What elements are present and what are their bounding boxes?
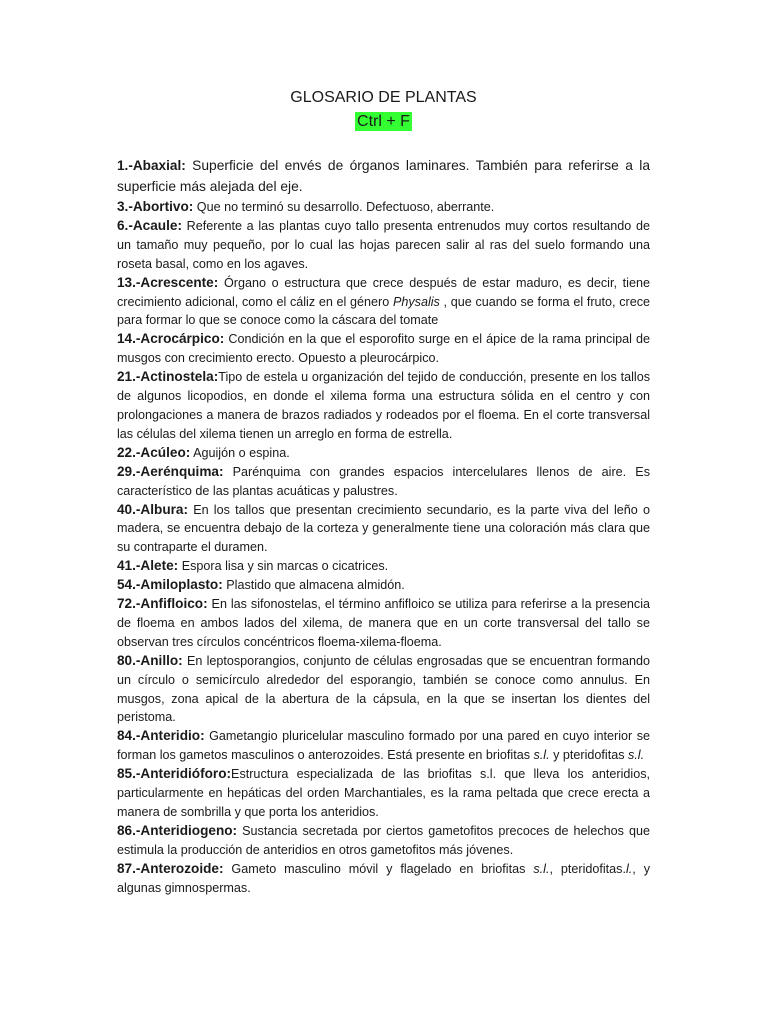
entry-definition: Estructura especializada de las briofitas s.l. que lleva los anteridios, particularmente en hepáticas del orden Marchantiales, es la rama peltada que crece erecta a manera de sombrilla y que porta los anteridios. xyxy=(117,767,650,819)
entry-italic: Physalis xyxy=(392,294,440,309)
entry-term: 41.-Alete: xyxy=(117,558,179,574)
entry-term: 1.-Abaxial: xyxy=(117,158,186,173)
entry-term: 72.-Anfifloico: xyxy=(117,596,208,612)
entry-term: 29.-Aerénquima: xyxy=(117,463,224,479)
glossary-entry xyxy=(117,595,650,652)
glossary-entries xyxy=(117,156,650,898)
entry-definition: , pteridofitas. xyxy=(549,861,626,876)
document-title: GLOSARIO DE PLANTAS xyxy=(290,89,477,106)
entry-definition: Tipo de estela u organización del tejido de conducción, presente en los tallos de algunos licopodios, en donde el xilema forma una estructura sólida en el centro y con prolongaciones a manera de brazos radiados y rodeados por el floema. En el corte transversal las células del xilema tienen un arreglo en forma de estrella. xyxy=(117,370,650,441)
glossary-entry xyxy=(117,860,650,898)
entry-term: 13.-Acrescente: xyxy=(117,274,219,290)
entry-term: 22.-Acúleo: xyxy=(117,444,191,460)
entry-italic: l. xyxy=(625,861,633,876)
entry-italic: s.l. xyxy=(533,861,550,876)
entry-definition: y pteridofitas xyxy=(549,748,629,763)
glossary-entry xyxy=(117,463,650,501)
glossary-entry xyxy=(117,576,650,595)
entry-term: 6.-Acaule: xyxy=(117,217,182,233)
entry-definition: Gametangio pluricelular masculino formado por una pared en cuyo interior se forman los gametos masculinos o anterozoides. Está presente en briofitas xyxy=(117,729,650,763)
subtitle-line xyxy=(117,111,650,133)
glossary-entry xyxy=(117,368,650,444)
entry-term: 87.-Anterozoide: xyxy=(117,860,224,876)
entry-term: 3.-Abortivo: xyxy=(117,199,194,214)
entry-definition: Gameto masculino móvil y flagelado en briofitas xyxy=(223,861,534,876)
entry-definition: Que no terminó su desarrollo. Defectuoso, aberrante. xyxy=(193,200,495,214)
entry-term: 80.-Anillo: xyxy=(117,652,183,668)
entry-term: 86.-Anteridiogeno: xyxy=(117,822,238,838)
entry-term: 21.-Actinostela: xyxy=(117,369,219,385)
entry-italic: s.l. xyxy=(628,748,645,763)
entry-definition: Espora lisa y sin marcas o cicatrices. xyxy=(178,559,389,574)
glossary-entry xyxy=(117,444,650,463)
entry-term: 85.-Anteridióforo: xyxy=(117,766,232,782)
glossary-entry xyxy=(117,727,650,765)
glossary-entry xyxy=(117,217,650,274)
entry-definition: Aguijón o espina. xyxy=(190,445,290,460)
entry-definition: Superficie del envés de órganos laminares. También para referirse a la superficie más alejada del eje. xyxy=(117,158,650,194)
glossary-entry xyxy=(117,652,650,728)
entry-definition: , que cuando se forma el fruto, crece para formar lo que se conoce como la cáscara del tomate xyxy=(117,294,651,328)
glossary-entry xyxy=(117,557,650,576)
entry-term: 40.-Albura: xyxy=(117,501,189,517)
entry-term: 84.-Anteridio: xyxy=(117,728,205,744)
entry-definition: Condición en la que el esporofito surge en el ápice de la rama principal de musgos con crecimiento erecto. Opuesto a pleurocárpico. xyxy=(117,332,650,366)
entry-definition: En los tallos que presentan crecimiento secundario, es la parte viva del leño o madera, se encuentra debajo de la corteza y generalmente tiene una coloración más clara que su contraparte el duramen. xyxy=(117,502,650,555)
glossary-entry xyxy=(117,274,650,331)
entry-definition: , y algunas gimnospermas. xyxy=(117,861,650,895)
glossary-entry xyxy=(117,330,650,368)
glossary-entry xyxy=(117,156,650,197)
glossary-entry xyxy=(117,501,650,558)
glossary-entry xyxy=(117,198,650,217)
entry-italic: s.l. xyxy=(533,748,550,763)
entry-definition: Sustancia secretada por ciertos gametofitos precoces de helechos que estimula la producción de anteridios en otros gametofitos más jóvenes. xyxy=(117,823,650,857)
entry-definition: Órgano o estructura que crece después de estar maduro, es decir, tiene crecimiento adicional, como el cáliz en el género xyxy=(117,275,650,309)
entry-term: 54.-Amiloplasto: xyxy=(117,577,223,593)
entry-definition: En las sifonostelas, el término anfifloico se utiliza para referirse a la presencia de floema en ambos lados del xilema, de manera que en un corte transversal del tallo se observan tres círculos concéntricos floema-xilema-floema. xyxy=(117,597,650,649)
entry-definition: Plastido que almacena almidón. xyxy=(222,578,405,593)
glossary-entry xyxy=(117,822,650,860)
entry-definition: Parénquima con grandes espacios intercelulares llenos de aire. Es característico de las plantas acuáticas y palustres. xyxy=(117,464,650,498)
entry-term: 14.-Acrocárpico: xyxy=(117,331,225,347)
entry-definition: En leptosporangios, conjunto de células engrosadas que se encuentran formando un círculo o semicírculo alrededor del esporangio, también se conoce como annulus. En musgos, zona apical de la abertura de la cápsula, en la que se insertan los dientes del peristoma. xyxy=(117,653,650,725)
glossary-entry xyxy=(117,765,650,822)
ctrl-f-highlight: Ctrl + F xyxy=(357,113,410,130)
entry-definition: Referente a las plantas cuyo tallo presenta entrenudos muy cortos resultando de un tamaño muy pequeño, por lo cual las hojas parecen salir al ras del suelo formando una roseta basal, como en los agaves. xyxy=(117,218,650,271)
